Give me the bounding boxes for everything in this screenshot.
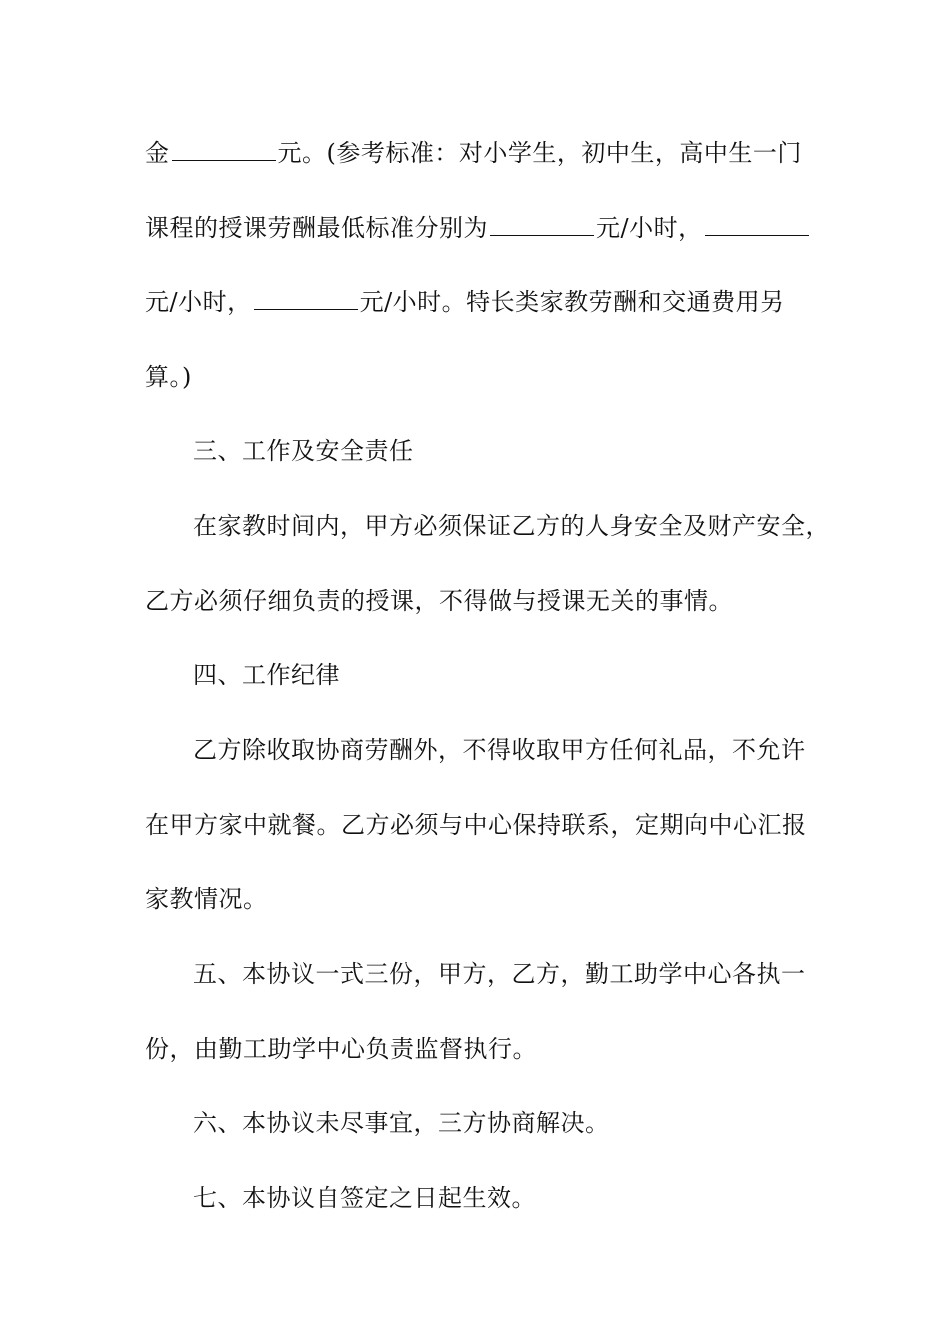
text-segment: 课程的授课劳酬最低标准分别为 [145, 214, 488, 242]
section-heading: 四、工作纪律 [193, 661, 340, 689]
text-line [145, 212, 815, 244]
text-line [145, 137, 815, 169]
fill-in-blank [705, 213, 809, 236]
text-line: 份，由勤工助学中心负责监督执行。 [145, 1035, 537, 1063]
text-line: 乙方必须仔细负责的授课，不得做与授课无关的事情。 [145, 587, 733, 615]
section-heading: 三、工作及安全责任 [193, 437, 414, 465]
text-line: 在甲方家中就餐。乙方必须与中心保持联系，定期向中心汇报 [145, 811, 807, 839]
text-line: 在家教时间内，甲方必须保证乙方的人身安全及财产安全， [193, 512, 830, 540]
text-line: 五、本协议一式三份，甲方，乙方，勤工助学中心各执一 [193, 960, 806, 988]
fill-in-blank [490, 213, 594, 236]
text-line: 算。) [145, 363, 192, 391]
text-segment: 元/小时， [145, 288, 252, 316]
text-segment: 元。(参考标准：对小学生，初中生，高中生一门 [277, 139, 802, 167]
text-line: 乙方除收取协商劳酬外，不得收取甲方任何礼品，不允许 [193, 736, 806, 764]
text-line: 六、本协议未尽事宜，三方协商解决。 [193, 1109, 610, 1137]
text-segment: 元/小时， [596, 214, 703, 242]
text-line: 七、本协议自签定之日起生效。 [193, 1184, 536, 1212]
text-line [145, 286, 815, 318]
fill-in-blank [172, 138, 276, 161]
fill-in-blank [254, 287, 358, 310]
text-line: 家教情况。 [145, 885, 268, 913]
text-segment: 金 [145, 139, 170, 167]
text-segment: 元/小时。特长类家教劳酬和交通费用另 [359, 288, 785, 316]
